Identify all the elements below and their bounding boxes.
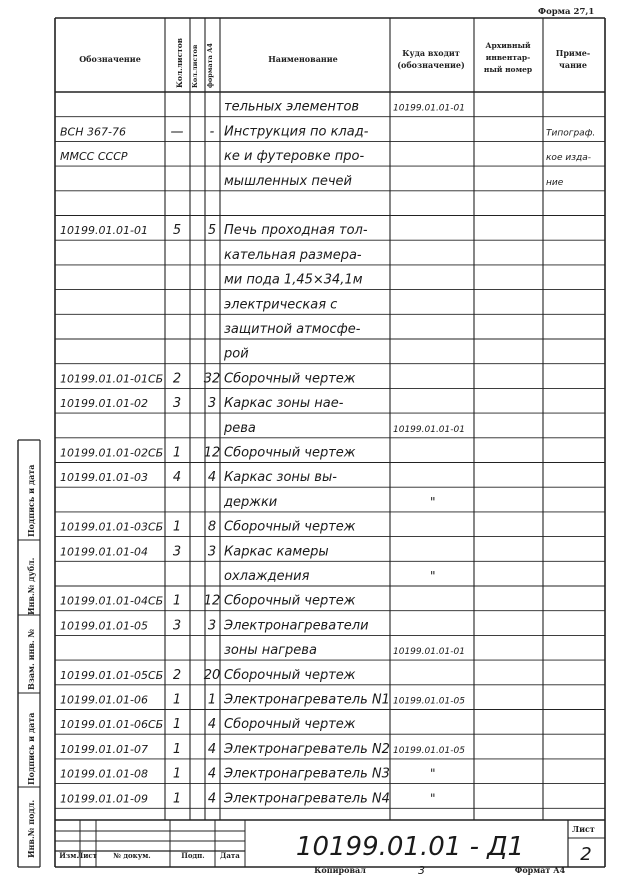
row-designation: 10199.01.01-07 xyxy=(60,742,148,756)
header-designation: Обозначение xyxy=(79,54,141,64)
row-name: Каркас камеры xyxy=(224,544,329,560)
row-designation: 10199.01.01-02СБ xyxy=(60,446,164,460)
change-col-doc: № докум. xyxy=(113,851,151,860)
row-name: Сборочный чертеж xyxy=(224,667,356,683)
row-designation: 10199.01.01-09 xyxy=(60,792,148,806)
row-where-used: 10199.01.01-01 xyxy=(393,424,465,435)
row-sheets-count: 3 xyxy=(172,396,182,412)
row-name: Сборочный чертеж xyxy=(224,593,356,609)
row-name: мышленных печей xyxy=(224,173,352,189)
row-designation: 10199.01.01-03 xyxy=(60,471,148,485)
row-a4-count: 12 xyxy=(203,445,221,461)
header-name: Наименование xyxy=(268,54,338,64)
row-name: Электронагреватель N4 xyxy=(224,791,390,807)
row-where-used: " xyxy=(430,791,436,806)
row-name: Сборочный чертеж xyxy=(224,519,356,535)
copied-label: Копировал xyxy=(314,865,366,875)
row-designation: ММСС СССР xyxy=(60,150,128,164)
row-designation: 10199.01.01-04 xyxy=(60,545,148,559)
row-name: Сборочный чертеж xyxy=(224,717,356,733)
row-name: кательная размера- xyxy=(224,247,362,263)
row-name: Печь проходная тол- xyxy=(224,223,368,239)
row-designation: 10199.01.01-03СБ xyxy=(60,520,164,534)
header-archive-3: ный номер xyxy=(483,65,533,74)
row-a4-count: 3 xyxy=(207,618,217,634)
side-label-replace-inv: Взам. инв. № xyxy=(26,628,36,690)
row-name: Электронагреватель N1 xyxy=(224,692,390,708)
side-label-dup-inv: Инв.№ дубл. xyxy=(26,557,36,615)
table-rows xyxy=(60,100,595,807)
header-where-used-2: (обозначение) xyxy=(397,60,465,70)
row-sheets-count: 1 xyxy=(172,717,182,733)
row-name: охлаждения xyxy=(224,569,310,584)
row-a4-count: 3 xyxy=(207,396,217,412)
row-a4-count: 8 xyxy=(207,519,217,535)
row-designation: 10199.01.01-02 xyxy=(60,397,148,411)
row-where-used: " xyxy=(430,569,436,583)
row-where-used: 10199.01.01-01 xyxy=(393,647,465,658)
change-col-izm: Изм. xyxy=(59,851,79,860)
row-a4-count: 4 xyxy=(207,741,217,757)
title-block xyxy=(59,824,595,877)
row-sheets-count: 1 xyxy=(172,692,182,708)
row-name: держки xyxy=(224,494,278,510)
row-name: Каркас зоны нае- xyxy=(224,396,344,412)
form-label: Форма 27,1 xyxy=(538,7,595,17)
row-name: электрическая с xyxy=(224,297,338,313)
row-a4-count: 4 xyxy=(207,791,217,807)
row-where-used: " xyxy=(430,494,436,509)
row-sheets-count: 3 xyxy=(172,544,182,560)
header-archive-2: инвентар- xyxy=(485,53,531,62)
row-name: Электронагреватель N2 xyxy=(224,741,390,757)
row-sheets-count: — xyxy=(170,124,184,140)
side-label-orig-inv: Инв.№ подл. xyxy=(26,799,36,858)
row-sheets-count: 3 xyxy=(172,618,182,634)
row-name: ми пода 1,45×34,1м xyxy=(224,272,363,288)
row-note: кое издa- xyxy=(546,153,591,164)
header-sheets-count: Кол.листов xyxy=(175,37,184,88)
row-sheets-count: 1 xyxy=(172,791,182,807)
row-name: защитной атмосфе- xyxy=(224,322,361,337)
row-name: тельных элементов xyxy=(224,99,360,115)
row-designation: 10199.01.01-06СБ xyxy=(60,718,164,732)
row-name: Электронагреватели xyxy=(224,618,369,634)
row-where-used: 10199.01.01-05 xyxy=(393,696,465,707)
table-grid xyxy=(18,18,605,867)
row-sheets-count: 1 xyxy=(172,741,182,757)
row-a4-count: 20 xyxy=(203,667,221,683)
table-header xyxy=(79,38,590,88)
row-a4-count: 5 xyxy=(207,223,217,239)
header-where-used-1: Куда входит xyxy=(402,48,460,58)
row-sheets-count: 4 xyxy=(172,470,182,486)
row-designation: 10199.01.01-05 xyxy=(60,619,148,633)
row-name: Каркас зоны вы- xyxy=(224,470,337,486)
header-a4-count-line1: Кол.листов xyxy=(191,44,199,88)
row-designation: 10199.01.01-01 xyxy=(60,224,148,238)
copied-mark: 3 xyxy=(418,864,425,877)
row-designation: 10199.01.01-01СБ xyxy=(60,372,164,386)
row-sheets-count: 1 xyxy=(172,593,182,609)
row-note: Типограф. xyxy=(546,128,596,139)
row-where-used: " xyxy=(430,766,436,781)
row-name: рой xyxy=(224,346,249,362)
sheet-number: 2 xyxy=(580,844,592,865)
row-designation: 10199.01.01-06 xyxy=(60,693,148,707)
row-sheets-count: 2 xyxy=(172,667,182,683)
row-name: Сборочный чертеж xyxy=(224,371,356,387)
header-note-1: Приме- xyxy=(555,48,591,58)
row-name: ке и футеровке про- xyxy=(224,149,365,165)
document-number: 10199.01.01 - Д1 xyxy=(295,832,525,862)
side-labels xyxy=(26,465,36,858)
change-col-list: Лист xyxy=(77,851,97,860)
format-label: Формат А4 xyxy=(514,865,566,875)
side-label-signature-top: Подпись и дата xyxy=(26,464,36,537)
row-a4-count: - xyxy=(209,124,215,140)
row-designation: 10199.01.01-05СБ xyxy=(60,668,164,682)
row-where-used: 10199.01.01-01 xyxy=(393,103,465,114)
change-col-sign: Подп. xyxy=(181,851,205,860)
row-sheets-count: 1 xyxy=(172,766,182,782)
change-col-date: Дата xyxy=(220,851,240,860)
row-a4-count: 1 xyxy=(207,692,217,708)
header-archive-1: Архивный xyxy=(485,41,531,50)
row-a4-count: 4 xyxy=(207,470,217,486)
row-sheets-count: 1 xyxy=(172,519,182,535)
row-designation: 10199.01.01-08 xyxy=(60,767,148,781)
row-where-used: 10199.01.01-05 xyxy=(393,745,465,756)
row-name: рева xyxy=(224,420,256,436)
row-designation: ВСН 367-76 xyxy=(60,125,126,139)
row-a4-count: 3 xyxy=(207,544,217,560)
row-sheets-count: 2 xyxy=(172,371,182,387)
row-sheets-count: 5 xyxy=(172,223,182,239)
sheet-label: Лист xyxy=(572,824,595,834)
row-a4-count: 32 xyxy=(203,371,221,387)
row-name: Инструкция по клад- xyxy=(224,124,369,140)
row-a4-count: 12 xyxy=(203,593,221,609)
row-name: Электронагреватель N3 xyxy=(224,766,390,782)
row-designation: 10199.01.01-04СБ xyxy=(60,594,164,608)
row-name: зоны нагрева xyxy=(224,643,317,659)
row-a4-count: 4 xyxy=(207,766,217,782)
header-a4-count-line2: формата А4 xyxy=(206,43,214,88)
row-note: ние xyxy=(546,177,564,188)
row-sheets-count: 1 xyxy=(172,445,182,461)
header-note-2: чание xyxy=(559,60,587,70)
side-label-signature-bottom: Подпись и дата xyxy=(26,712,36,785)
row-name: Сборочный чертеж xyxy=(224,445,356,461)
row-a4-count: 4 xyxy=(207,717,217,733)
